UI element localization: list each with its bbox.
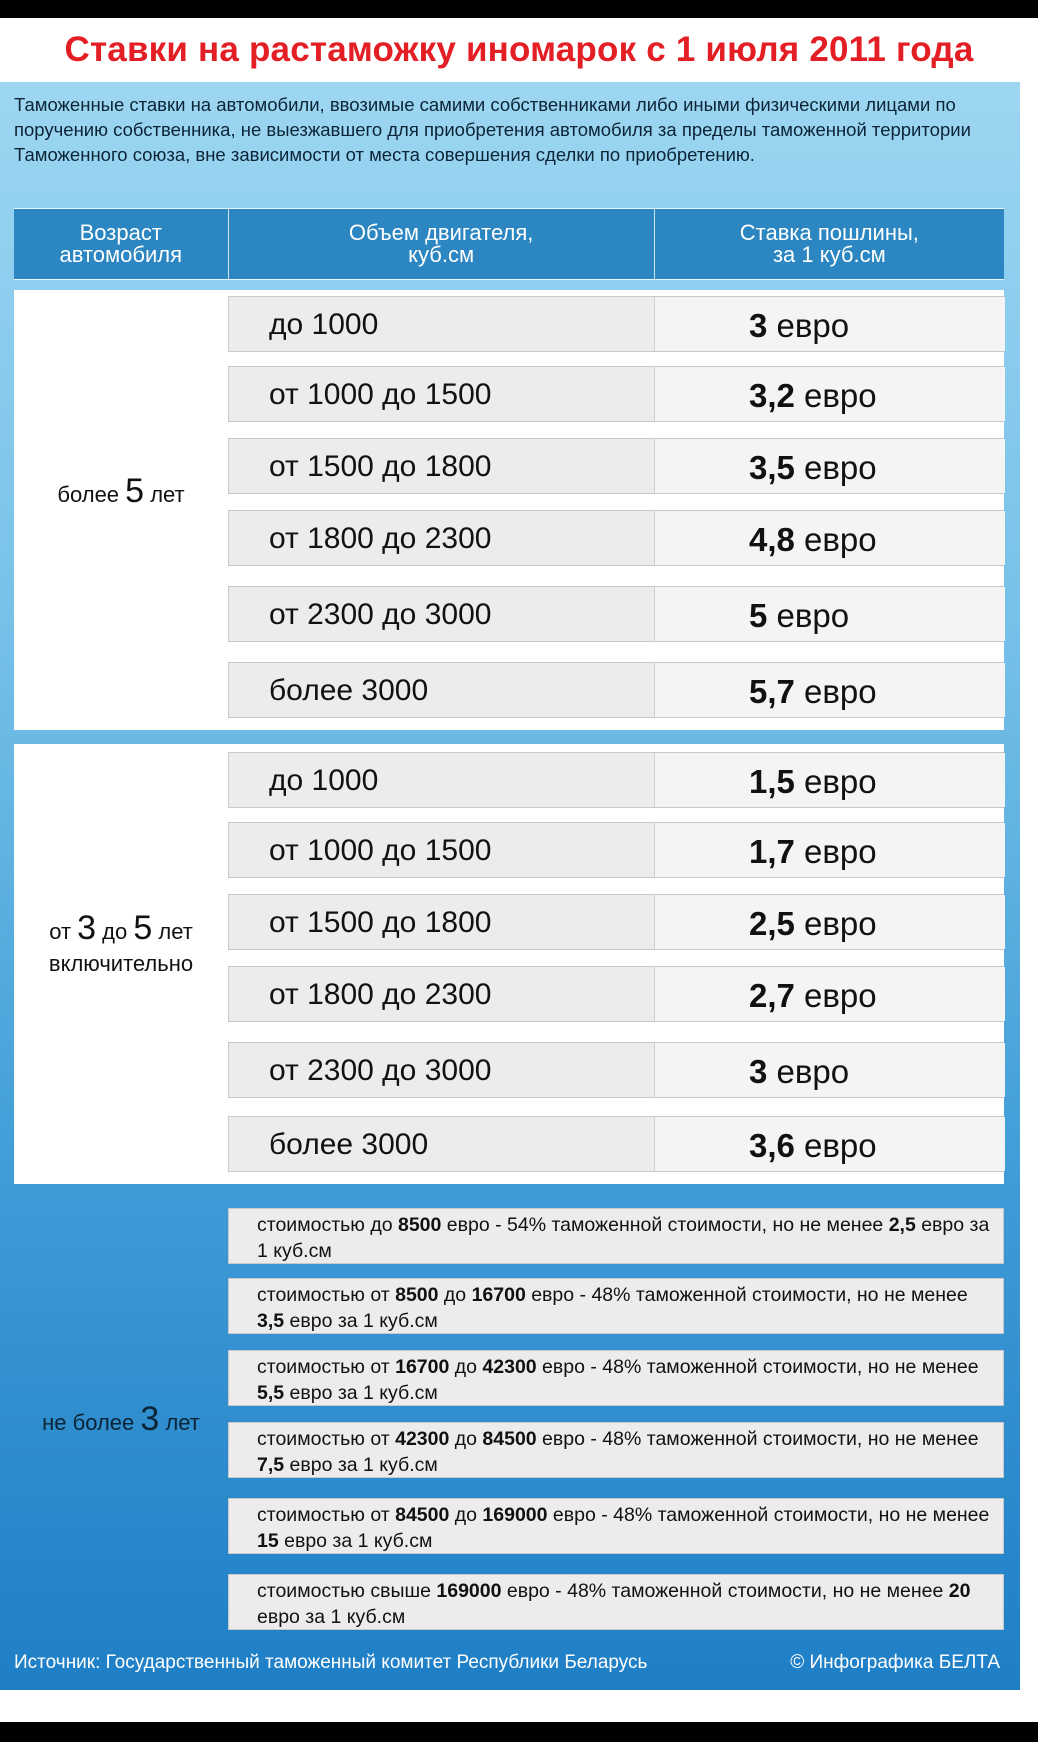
table-row: стоимостью от 42300 до 84500 евро - 48% таможенной стоимости, но не менее 7,5 евро за 1 куб.см <box>228 1422 1004 1478</box>
page-title: Ставки на растаможку иномарок с 1 июля 2011 года <box>64 30 974 69</box>
volume-cell: от 1800 до 2300 <box>229 967 655 1021</box>
table-row <box>228 822 1004 878</box>
table-row: стоимостью до 8500 евро - 54% таможенной стоимости, но не менее 2,5 евро за 1 куб.см <box>228 1208 1004 1264</box>
rate-cell: 2,7 евро <box>655 967 1005 1021</box>
rate-cell: 3,6 евро <box>655 1117 1005 1171</box>
top-black-bar <box>0 0 1038 18</box>
rate-cell: 3,2 евро <box>655 367 1005 421</box>
age-label: от 3 до 5 лет включительно <box>48 909 194 976</box>
table-row <box>228 966 1004 1022</box>
volume-cell: более 3000 <box>229 1117 655 1171</box>
table-row <box>228 296 1004 352</box>
table-row <box>228 510 1004 566</box>
section-over-5-years <box>14 290 1004 730</box>
source-note: Источник: Государственный таможенный комитет Республики Беларусь <box>14 1652 648 1673</box>
volume-cell: более 3000 <box>229 663 655 717</box>
volume-cell: от 1000 до 1500 <box>229 823 655 877</box>
rate-cell: 3,5 евро <box>655 439 1005 493</box>
rate-cell: 1,7 евро <box>655 823 1005 877</box>
volume-cell: от 2300 до 3000 <box>229 1043 655 1097</box>
rate-cell: 5 евро <box>655 587 1005 641</box>
table-row: стоимостью от 16700 до 42300 евро - 48% таможенной стоимости, но не менее 5,5 евро за 1 куб.см <box>228 1350 1004 1406</box>
bottom-black-bar <box>0 1722 1038 1742</box>
rate-cell: 3 евро <box>655 1043 1005 1097</box>
table-row <box>228 752 1004 808</box>
table-row <box>228 662 1004 718</box>
table-row <box>228 438 1004 494</box>
table-row <box>228 1116 1004 1172</box>
table-header <box>14 208 1004 280</box>
volume-cell: от 2300 до 3000 <box>229 587 655 641</box>
table-row <box>228 1042 1004 1098</box>
volume-cell: до 1000 <box>229 297 655 351</box>
table-row: стоимостью от 8500 до 16700 евро - 48% таможенной стоимости, но не менее 3,5 евро за 1 куб.см <box>228 1278 1004 1334</box>
table-row <box>228 586 1004 642</box>
table-row: стоимостью от 84500 до 169000 евро - 48% таможенной стоимости, но не менее 15 евро за 1 куб.см <box>228 1498 1004 1554</box>
header-volume: Объем двигателя, куб.см <box>229 209 655 279</box>
rate-cell: 3 евро <box>655 297 1005 351</box>
volume-cell: от 1800 до 2300 <box>229 511 655 565</box>
intro-text: Таможенные ставки на автомобили, ввозимые самими собственниками либо иными физическими лицами по поручению собственника, не выезжавшего для приобретения автомобиля за пределы таможенной территории Таможенного союза, вне зависимости от места совершения сделки по приобретению. <box>14 94 971 165</box>
age-label: более 5 лет <box>57 472 185 510</box>
header-rate: Ставка пошлины, за 1 куб.см <box>739 220 919 267</box>
header-age: Возраст автомобиля <box>14 209 229 279</box>
volume-cell: от 1500 до 1800 <box>229 895 655 949</box>
rate-cell: 4,8 евро <box>655 511 1005 565</box>
rate-cell: 2,5 евро <box>655 895 1005 949</box>
table-row: стоимостью свыше 169000 евро - 48% таможенной стоимости, но не менее 20 евро за 1 куб.см <box>228 1574 1004 1630</box>
age-label: не более 3 лет <box>42 1400 200 1438</box>
table-row <box>228 894 1004 950</box>
volume-cell: от 1000 до 1500 <box>229 367 655 421</box>
rate-cell: 5,7 евро <box>655 663 1005 717</box>
section-under-3-years <box>14 1198 1004 1638</box>
volume-cell: до 1000 <box>229 753 655 807</box>
section-3-to-5-years <box>14 744 1004 1184</box>
credit-note: © Инфографика БЕЛТА <box>790 1652 1000 1673</box>
rate-cell: 1,5 евро <box>655 753 1005 807</box>
table-row <box>228 366 1004 422</box>
volume-cell: от 1500 до 1800 <box>229 439 655 493</box>
